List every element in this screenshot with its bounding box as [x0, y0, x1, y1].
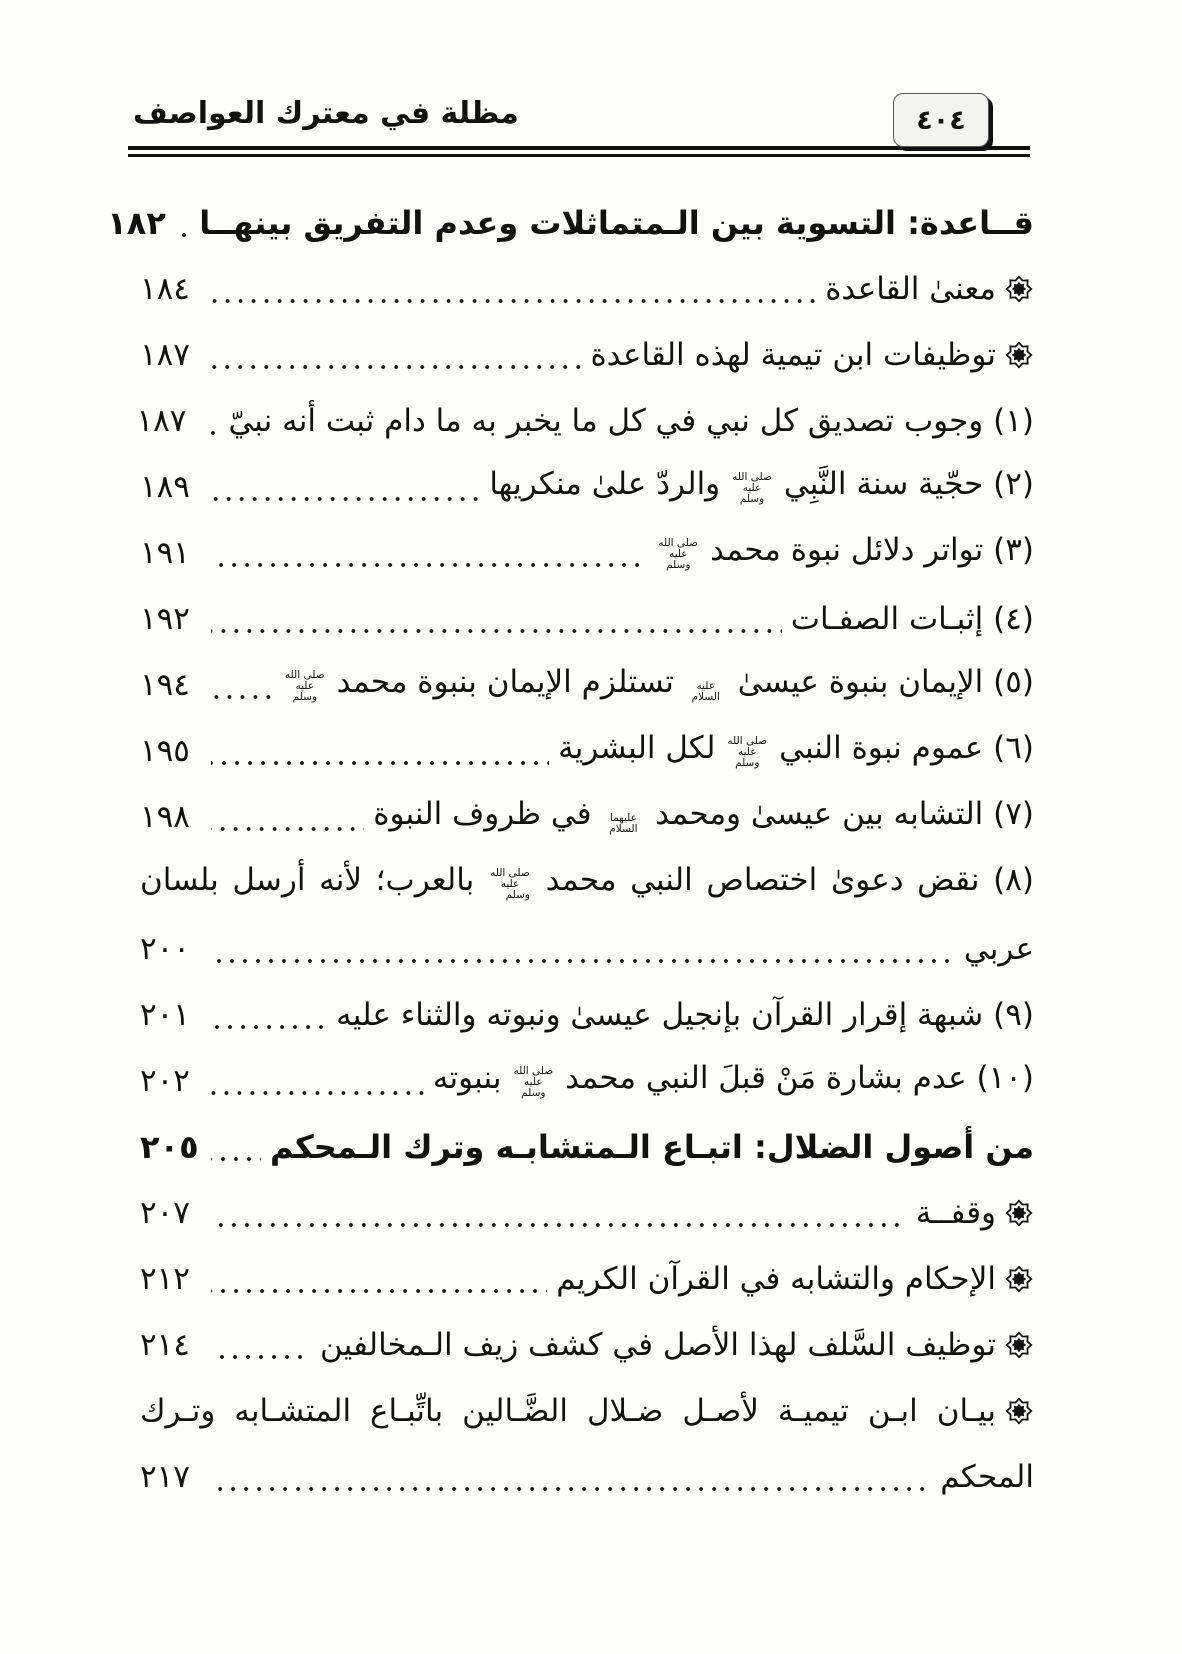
toc-entry-page-number: ٢٠٠	[140, 930, 190, 967]
toc-entry-page-number: ٢٠٥	[140, 1128, 199, 1166]
dotted-leader	[211, 694, 274, 700]
dotted-leader	[211, 1288, 547, 1294]
page-number-badge	[893, 93, 989, 147]
honorific-ligature: عليه السلام	[691, 679, 720, 703]
toc-entry	[140, 1180, 1034, 1246]
toc-entry-page-number: ١٨٧	[136, 402, 187, 439]
honorific-ligature: صلى الله عليه وسلم	[284, 668, 325, 703]
toc-entry	[140, 520, 1034, 586]
toc-entry	[140, 784, 1034, 850]
dotted-leader	[211, 1354, 311, 1360]
honorific-ligature: صلى الله عليه وسلم	[658, 536, 699, 571]
dotted-leader	[211, 760, 549, 766]
rosette-bullet-icon	[1004, 1396, 1034, 1426]
dotted-leader	[211, 628, 782, 634]
toc-entry-title: الإحكام والتشابه في القرآن الكريم	[556, 1260, 996, 1297]
toc-entry-title: المحكم	[940, 1458, 1034, 1495]
honorific-ligature: صلى الله عليه وسلم	[732, 470, 772, 505]
toc-entry-page-number: ١٩٨	[140, 798, 190, 835]
toc-entry-page-number: ٢٠٧	[140, 1194, 190, 1231]
dotted-leader	[207, 430, 219, 436]
toc-entry-title: (٣) تواتر دلائل نبوة محمد صلى الله عليه وسلم	[658, 531, 1034, 571]
honorific-ligature: صلى الله عليه وسلم	[490, 866, 530, 901]
dotted-leader	[211, 1222, 907, 1228]
dotted-leader	[211, 958, 955, 964]
toc-entry-title: (٩) شبهة إقرار القرآن بإنجيل عيسىٰ ونبوته والثناء عليه	[336, 996, 1034, 1033]
rosette-bullet-icon	[1004, 274, 1034, 304]
toc-entry	[140, 718, 1034, 784]
toc-entry	[140, 1312, 1034, 1378]
toc-entry	[140, 652, 1034, 718]
rosette-bullet-icon	[1004, 1264, 1034, 1294]
rosette-bullet-icon	[1004, 340, 1034, 370]
toc-entry-page-number: ١٩٤	[140, 666, 190, 703]
page-number: ٤٠٤	[916, 104, 966, 136]
toc-entry-page-number: ١٩٥	[140, 732, 190, 769]
toc-entry-title: (٨) نقض دعوىٰ اختصاص النبي محمد صلى الله عليه وسلم بالعرب؛ لأنه أرسل بلسان	[140, 861, 1034, 901]
toc-entry-title: توظيفات ابن تيمية لهذه القاعدة	[590, 336, 996, 373]
toc-entry-title: معنىٰ القاعدة	[825, 270, 996, 307]
dotted-leader	[211, 1486, 931, 1492]
toc-entry-title: (٧) التشابه بين عيسىٰ ومحمد عليهما السلام في ظروف النبوة	[373, 795, 1034, 835]
toc-entry-page-number: ١٨٧	[140, 336, 190, 373]
toc-entry-title: عربي	[963, 930, 1034, 967]
toc-entry-title: بيـان ابـن تيميـة لأصـل ضـلال الضَّـالين باتِّبـاع المتشـابه وتـرك	[140, 1392, 996, 1429]
toc-entry	[140, 1444, 1034, 1510]
toc-entry	[107, 190, 1034, 256]
dotted-leader	[211, 496, 480, 502]
toc-entry-page-number: ٢٠٢	[140, 1062, 190, 1099]
toc-entry-page-number: ١٩١	[140, 534, 190, 571]
dotted-leader	[211, 1090, 424, 1096]
dotted-leader	[211, 1024, 327, 1030]
toc-entry-title: توظيف السَّلف لهذا الأصل في كشف زيف الـمخالفين	[320, 1326, 996, 1363]
rosette-bullet-icon	[1004, 1198, 1034, 1228]
table-of-contents	[107, 190, 1034, 1510]
toc-entry-title: (٢) حجّية سنة النَّبِي صلى الله عليه وسلم والردّ علىٰ منكريها	[489, 465, 1034, 505]
toc-entry-page-number: ١٩٢	[140, 600, 190, 637]
toc-entry-page-number: ١٨٩	[140, 468, 190, 505]
toc-entry-page-number: ٢١٧	[140, 1458, 190, 1495]
toc-entry	[136, 388, 1034, 454]
running-header-title: مظلة في معترك العواصف	[133, 96, 519, 131]
toc-entry	[140, 1114, 1034, 1180]
dotted-leader	[211, 562, 647, 568]
toc-entry-title: من أصول الضلال: اتبـاع الـمتشابـه وترك الـمحكم	[269, 1128, 1034, 1166]
toc-entry-title: (١) وجوب تصديق كل نبي في كل ما يخبر به ما دام ثبت أنه نبيّ	[228, 402, 1034, 439]
toc-entry-title: (٤) إثبـات الصفـات	[790, 600, 1034, 637]
toc-entry	[140, 1378, 1034, 1444]
dotted-leader	[211, 364, 581, 370]
dotted-leader	[211, 826, 364, 832]
toc-entry	[140, 1246, 1034, 1312]
honorific-ligature: عليهما السلام	[609, 811, 638, 835]
header-divider-rule	[128, 146, 1030, 157]
honorific-ligature: صلى الله عليه وسلم	[727, 734, 768, 769]
toc-entry-page-number: ٢١٢	[140, 1260, 190, 1297]
toc-entry-page-number: ٢٠١	[140, 996, 190, 1033]
toc-entry-page-number: ١٨٢	[107, 204, 166, 242]
toc-entry-title: (١٠) عدم بشارة مَنْ قبلَ النبي محمد صلى الله عليه وسلم بنبوته	[432, 1059, 1034, 1099]
toc-entry-page-number: ٢١٤	[140, 1326, 190, 1363]
toc-entry-title: وقفــة	[915, 1194, 996, 1231]
dotted-leader	[211, 298, 816, 304]
toc-entry	[140, 256, 1034, 322]
dotted-leader	[178, 232, 190, 238]
honorific-ligature: صلى الله عليه وسلم	[513, 1064, 554, 1099]
toc-entry	[140, 322, 1034, 388]
toc-entry	[140, 1048, 1034, 1114]
toc-entry-title: قــاعدة: التسوية بين الـمتماثلات وعدم التفريق بينهــا	[199, 204, 1034, 242]
rosette-bullet-icon	[1004, 1330, 1034, 1360]
dotted-leader	[211, 1156, 261, 1162]
toc-entry	[140, 454, 1034, 520]
toc-entry-title: (٦) عموم نبوة النبي صلى الله عليه وسلم لكل البشرية	[558, 729, 1034, 769]
toc-entry	[140, 586, 1034, 652]
toc-entry-page-number: ١٨٤	[140, 270, 190, 307]
toc-entry	[140, 916, 1034, 982]
toc-entry	[140, 982, 1034, 1048]
toc-entry	[140, 850, 1034, 916]
toc-entry-title: (٥) الإيمان بنبوة عيسىٰ عليه السلام تستلزم الإيمان بنبوة محمد صلى الله عليه وسلم	[284, 663, 1034, 703]
